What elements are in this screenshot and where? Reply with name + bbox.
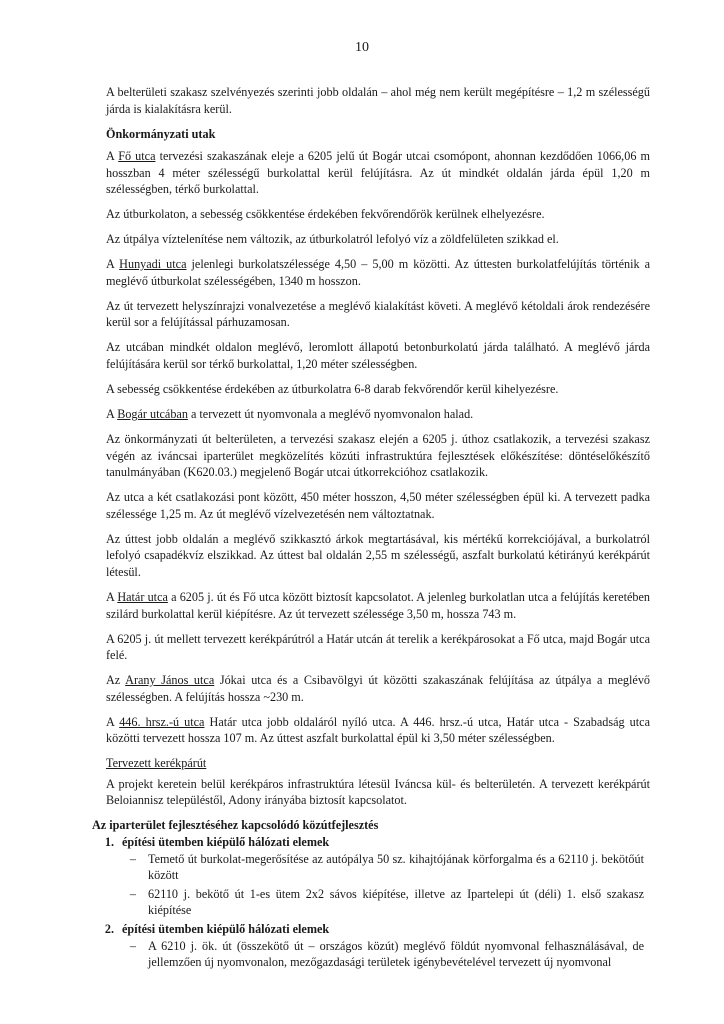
page-content [92, 84, 651, 973]
paragraph-viztelenites: Az útpálya víztelenítése nem változik, az útburkolatról lefolyó víz a zöldfelületen szikkad el. [106, 232, 559, 247]
list-item-text: 62110 j. bekötő út 1-es ütem 2x2 sávos kiépítése, illetve az Ipartelepi út (déli) 1. első szakasz kiépítése [148, 886, 644, 918]
heading-iparterulet-kozutfejlesztes: Az iparterület fejlesztéséhez kapcsolódó közútfejlesztés [92, 818, 379, 833]
section-iparterulet [92, 817, 650, 970]
paragraph-arany-janos-utca-text: Jókai utca és a Csibavölgyi út közötti szakaszának felújítása az útpálya a meglévő szélességben. A felújítás hossza ~230 m. [106, 673, 651, 704]
heading-onkormanyzati-utak: Önkormányzati utak [106, 126, 216, 141]
paragraph-hatar-utca [106, 589, 650, 622]
paragraph-jarda: Az utcában mindkét oldalon meglévő, leromlott állapotú betonburkolatú járda található. A meglévő járda felújítására kerül sor térkő burkolattal, 1,20 méter szélességben. [106, 340, 650, 372]
paragraph-bogar-utca-text: a tervezett út nyomvonala a meglévő nyomvonalon halad. [187, 407, 474, 422]
street-name-bogar-utca: Bogár utcában [117, 407, 188, 422]
street-name-hunyadi-utca: Hunyadi utca [119, 257, 187, 272]
page-number: 10 [355, 40, 369, 55]
hrsz-prefix: A [106, 714, 120, 729]
list-item-text: A 6210 j. ök. út (összekötő út – országos közút) meglévő földút nyomvonal felhasználásával, de jellemzően új nyomvonalon, mezőgazdasági területek igénybevételével tervezett új nyomvonal [148, 938, 644, 970]
stage-1-heading [92, 834, 650, 851]
paragraph-6205-kerekparut: A 6205 j. út mellett tervezett kerékpárútról a Határ utcán át terelik a kerékpárosokat a Fő utca, majd Bogár utca felé. [106, 631, 650, 663]
street-name-fo-utca: Fő utca [118, 149, 156, 164]
paragraph-hatar-utca-text: a 6205 j. út és Fő utca között biztosít kapcsolatot. A jelenleg burkolatlan utca a felújítás keretében szilárd burkolattal kerül kiépítésre. Az út tervezett szélessége 3,50 m, hossza 743 m. [106, 589, 650, 621]
paragraph-hunyadi-utca-text: jelenlegi burkolatszélessége 4,50 – 5,00 m közötti. Az úttesten burkolatfelújítás történik a meglévő útburkolat szélességében, 1340 m hosszon. [106, 257, 650, 288]
paragraph-446-hrsz-utca [106, 714, 650, 747]
stage-2-title: építési ütemben kiépülő hálózati elemek [122, 921, 330, 936]
list-item [92, 938, 650, 971]
paragraph-csatlakozasi-pont: Az utca a két csatlakozási pont között, 450 méter hosszon, 4,50 méter szélességben épül ki. A tervezett padka szélessége 1,25 m. Az út meglévő vízelvezetésén nem változtatnak. [106, 490, 650, 521]
paragraph-446-hrsz-text: Határ utca jobb oldaláról nyíló utca. A 446. hrsz.-ú utca, Határ utca - Szabadság utca közötti tervezett hossza 107 m. Az úttest aszfalt burkolattal épül ki 3,50 méter szélességben. [106, 714, 650, 746]
paragraph-uttest: Az úttest jobb oldalán a meglévő szikkasztó árkok megtartásával, kis mértékű korrekciójával, a burkolatról lefolyó csapadékvíz elszikkad. Az úttest bal oldalán 2,55 m szélességű, aszfalt burkolatú kétirányú kerékpárút létesül. [106, 531, 650, 579]
dash-bullet: – [129, 886, 136, 901]
paragraph-fo-utca: A Fő utca tervezési szakaszának eleje a 6205 jelű út Bogár utcai csomópont, ahonnan kezdődően 1066,06 m hosszban 4 méter szélességű burkolattal kerül felújításra. Az út mindkét oldalán járda épül 1,20 m szélességben, térkő burkolattal. [106, 149, 650, 197]
dash-bullet: – [129, 938, 136, 953]
paragraph-helyszinrajzi: Az út tervezett helyszínrajzi vonalvezetése a meglévő kialakítást követi. A meglévő kétoldali árok rendezésére kerül sor a felújítással párhuzamosan. [106, 298, 650, 330]
street-name-446-hrsz: 446. hrsz.-ú utca [119, 714, 205, 729]
list-item [92, 886, 650, 919]
street-name-arany-janos-utca: Arany János utca [125, 673, 215, 688]
stage-2-number: 2. [104, 921, 114, 936]
paragraph-fekvorendor-1: Az útburkolaton, a sebesség csökkentése érdekében fekvőrendőrök kerülnek elhelyezésre. [106, 207, 545, 222]
paragraph-bogar-utca [106, 406, 650, 423]
paragraph-arany-janos-utca [106, 672, 650, 705]
stage-1-title: építési ütemben kiépülő hálózati elemek [122, 835, 330, 850]
paragraph-onkormanyzati-belterulet: Az önkormányzati út belterületen, a tervezési szakasz elején a 6205 j. úthoz csatlakozik, a tervezési szakasz végén az iváncsai iparterület megközelítés közúti infrastruktúra fejlesztések előkészítése: döntéselőkészítő tanulmányában (K620.03.) megjelenő Bogár utcai útkorrekcióhoz csatlakozik. [106, 432, 650, 480]
arany-prefix: Az [106, 673, 126, 688]
street-name-hatar-utca: Határ utca [117, 589, 168, 604]
paragraph-fekvorendor-2: A sebesség csökkentése érdekében az útburkolatra 6-8 darab fekvőrendőr kerül kihelyezésre. [106, 382, 559, 397]
paragraph-hunyadi-utca: A Hunyadi utca jelenlegi burkolatszélessége 4,50 – 5,00 m közötti. Az úttesten burkolatfelújítás történik a meglévő útburkolat szélességében, 1340 m hosszon. [106, 257, 650, 288]
heading-tervezett-kerekparut: Tervezett kerékpárút [106, 756, 207, 771]
hatar-prefix: A [106, 589, 118, 604]
dash-bullet: – [129, 851, 136, 866]
list-item-text: Temető út burkolat-megerősítése az autópálya 50 sz. kihajtójának körforgalma és a 62110 j. bekötőút között [148, 851, 644, 883]
list-item [92, 851, 650, 884]
paragraph-kerekparut: A projekt keretein belül kerékpáros infrastruktúra létesül Iváncsa kül- és belterületén. A tervezett kerékpárút Beloiannisz településtől, Adony irányába biztosít kapcsolatot. [106, 776, 650, 808]
stage-2-heading [92, 921, 650, 938]
bogar-prefix: A [106, 407, 118, 422]
paragraph-fo-utca-text: tervezési szakaszának eleje a 6205 jelű út Bogár utcai csomópont, ahonnan kezdődően 1066,06 m hosszban 4 méter szélességű burkolattal kerül felújításra. Az út mindkét oldalán járda épül 1,20 m szélességben, térkő burkolattal. [106, 149, 650, 197]
stage-1-number: 1. [104, 835, 114, 850]
paragraph-belteruleti-jarda: A belterületi szakasz szelvényezés szerinti jobb oldalán – ahol még nem került megépítésre – 1,2 m szélességű járda is kialakításra kerül. [106, 85, 650, 116]
